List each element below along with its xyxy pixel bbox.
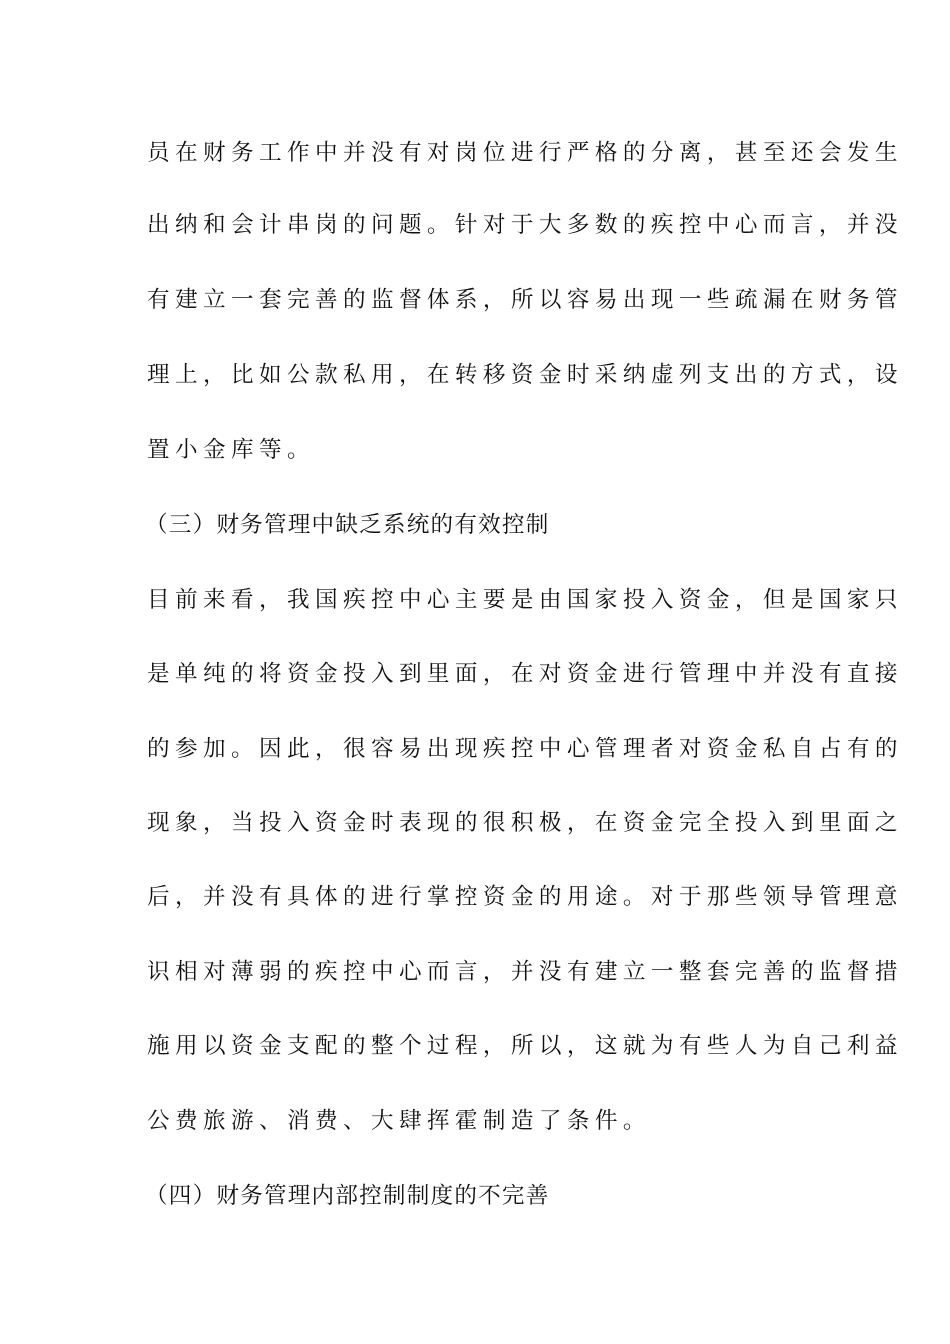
paragraph-line: 施用以资金支配的整个过程，所以，这就为有些人为自己利益 (147, 1033, 903, 1059)
paragraph-line: 目前来看，我国疾控中心主要是由国家投入资金，但是国家只 (147, 587, 903, 613)
paragraph-line: 员在财务工作中并没有对岗位进行严格的分离，甚至还会发生 (147, 140, 903, 166)
section-heading-4: （四）财务管理内部控制制度的不完善 (145, 1183, 550, 1209)
paragraph-line: 公费旅游、消费、大肆挥霍制造了条件。 (147, 1108, 651, 1134)
paragraph-line: 的参加。因此，很容易出现疾控中心管理者对资金私自占有的 (147, 736, 903, 762)
paragraph-line: 识相对薄弱的疾控中心而言，并没有建立一整套完善的监督措 (147, 959, 903, 985)
paragraph-line: 是单纯的将资金投入到里面，在对资金进行管理中并没有直接 (147, 661, 903, 687)
section-heading-3: （三）财务管理中缺乏系统的有效控制 (145, 512, 550, 538)
paragraph-line: 后，并没有具体的进行掌控资金的用途。对于那些领导管理意 (147, 884, 903, 910)
paragraph-line: 置小金库等。 (147, 437, 315, 463)
paragraph-line: 理上，比如公款私用，在转移资金时采纳虚列支出的方式，设 (147, 362, 903, 388)
paragraph-line: 现象，当投入资金时表现的很积极，在资金完全投入到里面之 (147, 810, 903, 836)
paragraph-line: 有建立一套完善的监督体系，所以容易出现一些疏漏在财务管 (147, 287, 903, 313)
paragraph-line: 出纳和会计串岗的问题。针对于大多数的疾控中心而言，并没 (147, 212, 903, 238)
